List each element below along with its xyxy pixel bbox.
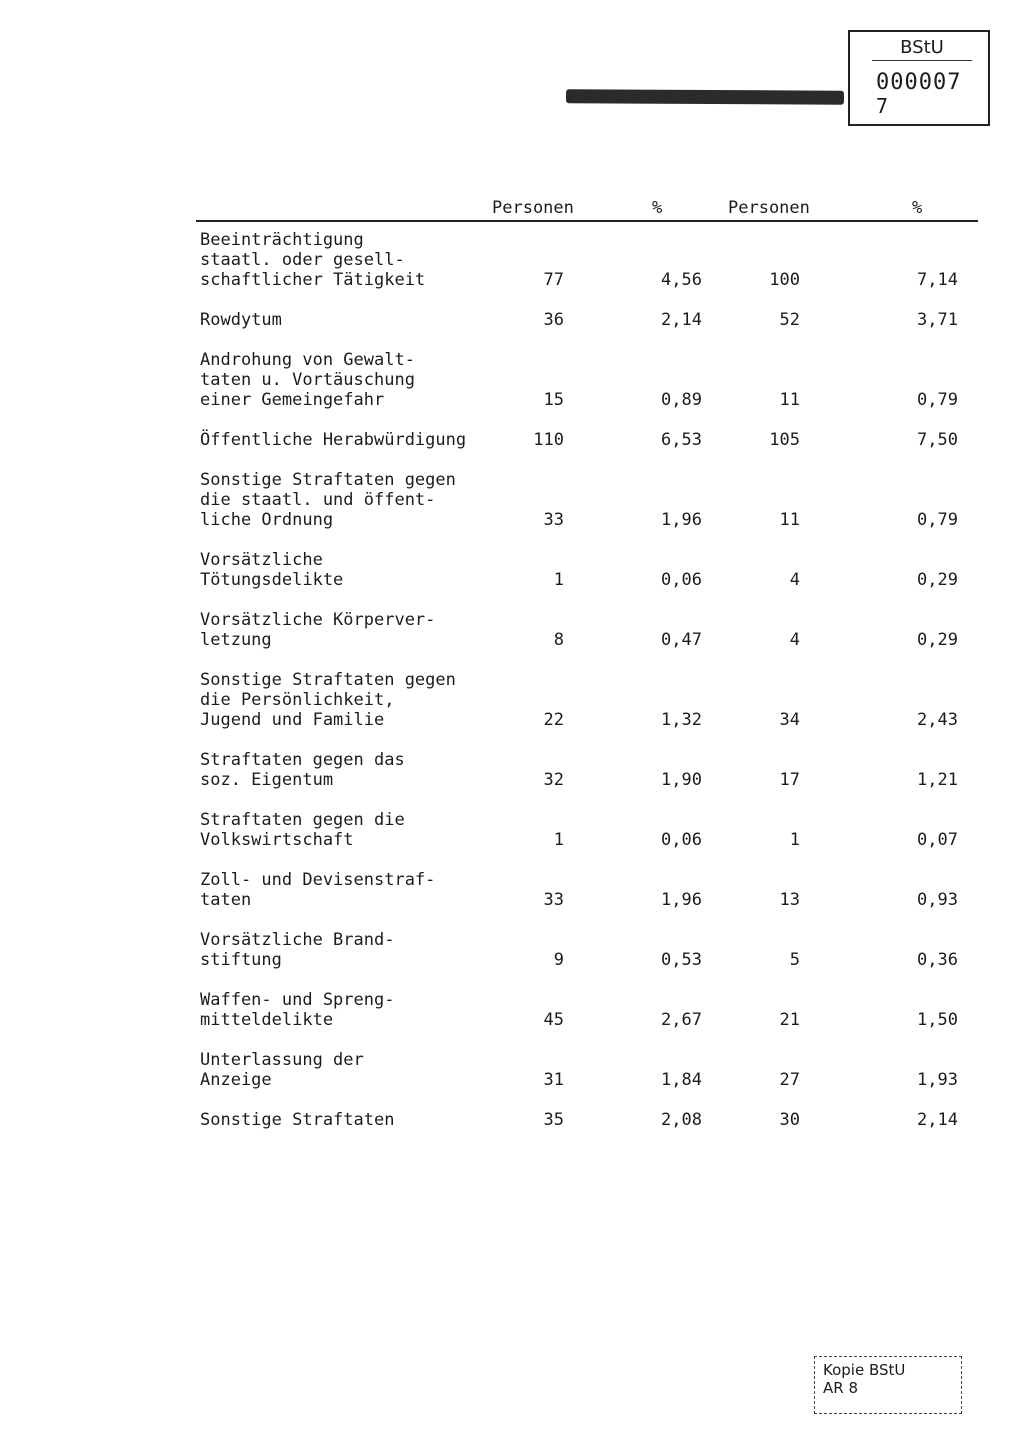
persons-value-1: 33 (543, 510, 564, 530)
header-percent-2: % (912, 198, 923, 218)
percent-value-1: 1,96 (661, 890, 702, 910)
persons-value-2: 27 (779, 1070, 800, 1090)
percent-value-2: 3,71 (917, 310, 958, 330)
row-label: Vorsätzliche Tötungsdelikte (200, 550, 344, 590)
stamp-institution: BStU (872, 36, 972, 61)
row-label: Sonstige Straftaten (200, 1110, 395, 1130)
percent-value-2: 0,79 (917, 510, 958, 530)
persons-value-2: 11 (779, 510, 800, 530)
persons-value-1: 31 (543, 1070, 564, 1090)
table-header (196, 196, 978, 222)
percent-value-2: 0,29 (917, 570, 958, 590)
row-label: Rowdytum (200, 310, 282, 330)
table-row (196, 870, 978, 910)
persons-value-1: 1 (553, 830, 564, 850)
percent-value-2: 7,14 (917, 270, 958, 290)
row-label: Zoll- und Devisenstraf- taten (200, 870, 436, 910)
table-row (196, 230, 978, 290)
percent-value-2: 1,50 (917, 1010, 958, 1030)
row-label: Öffentliche Herabwürdigung (200, 430, 467, 450)
table-row (196, 350, 978, 410)
stamp-page: 7 (876, 94, 889, 118)
table-row (196, 1110, 978, 1130)
persons-value-2: 11 (779, 390, 800, 410)
row-label: Waffen- und Spreng- mitteldelikte (200, 990, 395, 1030)
persons-value-2: 52 (779, 310, 800, 330)
copy-stamp (814, 1356, 962, 1414)
percent-value-2: 0,93 (917, 890, 958, 910)
table-row (196, 610, 978, 650)
header-persons-2: Personen (728, 198, 810, 218)
percent-value-1: 2,67 (661, 1010, 702, 1030)
persons-value-2: 21 (779, 1010, 800, 1030)
percent-value-1: 6,53 (661, 430, 702, 450)
persons-value-1: 8 (553, 630, 564, 650)
percent-value-1: 0,53 (661, 950, 702, 970)
percent-value-1: 1,96 (661, 510, 702, 530)
table-row (196, 310, 978, 330)
persons-value-2: 1 (789, 830, 800, 850)
row-label: Vorsätzliche Brand- stiftung (200, 930, 395, 970)
persons-value-1: 36 (543, 310, 564, 330)
redaction-bar (566, 89, 844, 104)
stamp-number: 000007 (876, 70, 962, 95)
percent-value-1: 2,14 (661, 310, 702, 330)
persons-value-1: 35 (543, 1110, 564, 1130)
percent-value-2: 0,07 (917, 830, 958, 850)
percent-value-1: 0,47 (661, 630, 702, 650)
percent-value-2: 1,21 (917, 770, 958, 790)
percent-value-1: 4,56 (661, 270, 702, 290)
table-row (196, 750, 978, 790)
archive-stamp (848, 30, 990, 126)
percent-value-1: 0,06 (661, 570, 702, 590)
persons-value-2: 17 (779, 770, 800, 790)
percent-value-2: 2,43 (917, 710, 958, 730)
persons-value-2: 30 (779, 1110, 800, 1130)
persons-value-2: 4 (789, 570, 800, 590)
persons-value-1: 45 (543, 1010, 564, 1030)
table-row (196, 930, 978, 970)
percent-value-1: 1,32 (661, 710, 702, 730)
percent-value-2: 1,93 (917, 1070, 958, 1090)
table-row (196, 470, 978, 530)
row-label: Sonstige Straftaten gegen die staatl. und öffent- liche Ordnung (200, 470, 456, 530)
percent-value-1: 1,90 (661, 770, 702, 790)
persons-value-1: 77 (543, 270, 564, 290)
persons-value-2: 4 (789, 630, 800, 650)
persons-value-2: 105 (769, 430, 800, 450)
row-label: Androhung von Gewalt- taten u. Vortäuschung einer Gemeingefahr (200, 350, 415, 410)
statistics-table (196, 196, 978, 1130)
header-persons-1: Personen (492, 198, 574, 218)
percent-value-2: 0,79 (917, 390, 958, 410)
table-row (196, 990, 978, 1030)
persons-value-2: 100 (769, 270, 800, 290)
row-label: Vorsätzliche Körperver- letzung (200, 610, 436, 650)
table-row (196, 430, 978, 450)
header-percent-1: % (652, 198, 663, 218)
persons-value-1: 1 (553, 570, 564, 590)
persons-value-2: 5 (789, 950, 800, 970)
persons-value-1: 32 (543, 770, 564, 790)
percent-value-2: 0,36 (917, 950, 958, 970)
copy-stamp-line-2: AR 8 (823, 1379, 858, 1397)
table-row (196, 550, 978, 590)
table-row (196, 1050, 978, 1090)
row-label: Unterlassung der Anzeige (200, 1050, 364, 1090)
percent-value-1: 2,08 (661, 1110, 702, 1130)
row-label: Straftaten gegen die Volkswirtschaft (200, 810, 405, 850)
percent-value-1: 1,84 (661, 1070, 702, 1090)
percent-value-2: 0,29 (917, 630, 958, 650)
table-row (196, 810, 978, 850)
persons-value-1: 22 (543, 710, 564, 730)
persons-value-1: 9 (553, 950, 564, 970)
row-label: Straftaten gegen das soz. Eigentum (200, 750, 405, 790)
percent-value-1: 0,89 (661, 390, 702, 410)
percent-value-1: 0,06 (661, 830, 702, 850)
persons-value-1: 33 (543, 890, 564, 910)
table-row (196, 670, 978, 730)
persons-value-1: 110 (533, 430, 564, 450)
copy-stamp-line-1: Kopie BStU (823, 1361, 906, 1379)
percent-value-2: 2,14 (917, 1110, 958, 1130)
persons-value-2: 13 (779, 890, 800, 910)
row-label: Sonstige Straftaten gegen die Persönlichkeit, Jugend und Familie (200, 670, 456, 730)
row-label: Beeinträchtigung staatl. oder gesell- schaftlicher Tätigkeit (200, 230, 426, 290)
persons-value-2: 34 (779, 710, 800, 730)
persons-value-1: 15 (543, 390, 564, 410)
percent-value-2: 7,50 (917, 430, 958, 450)
